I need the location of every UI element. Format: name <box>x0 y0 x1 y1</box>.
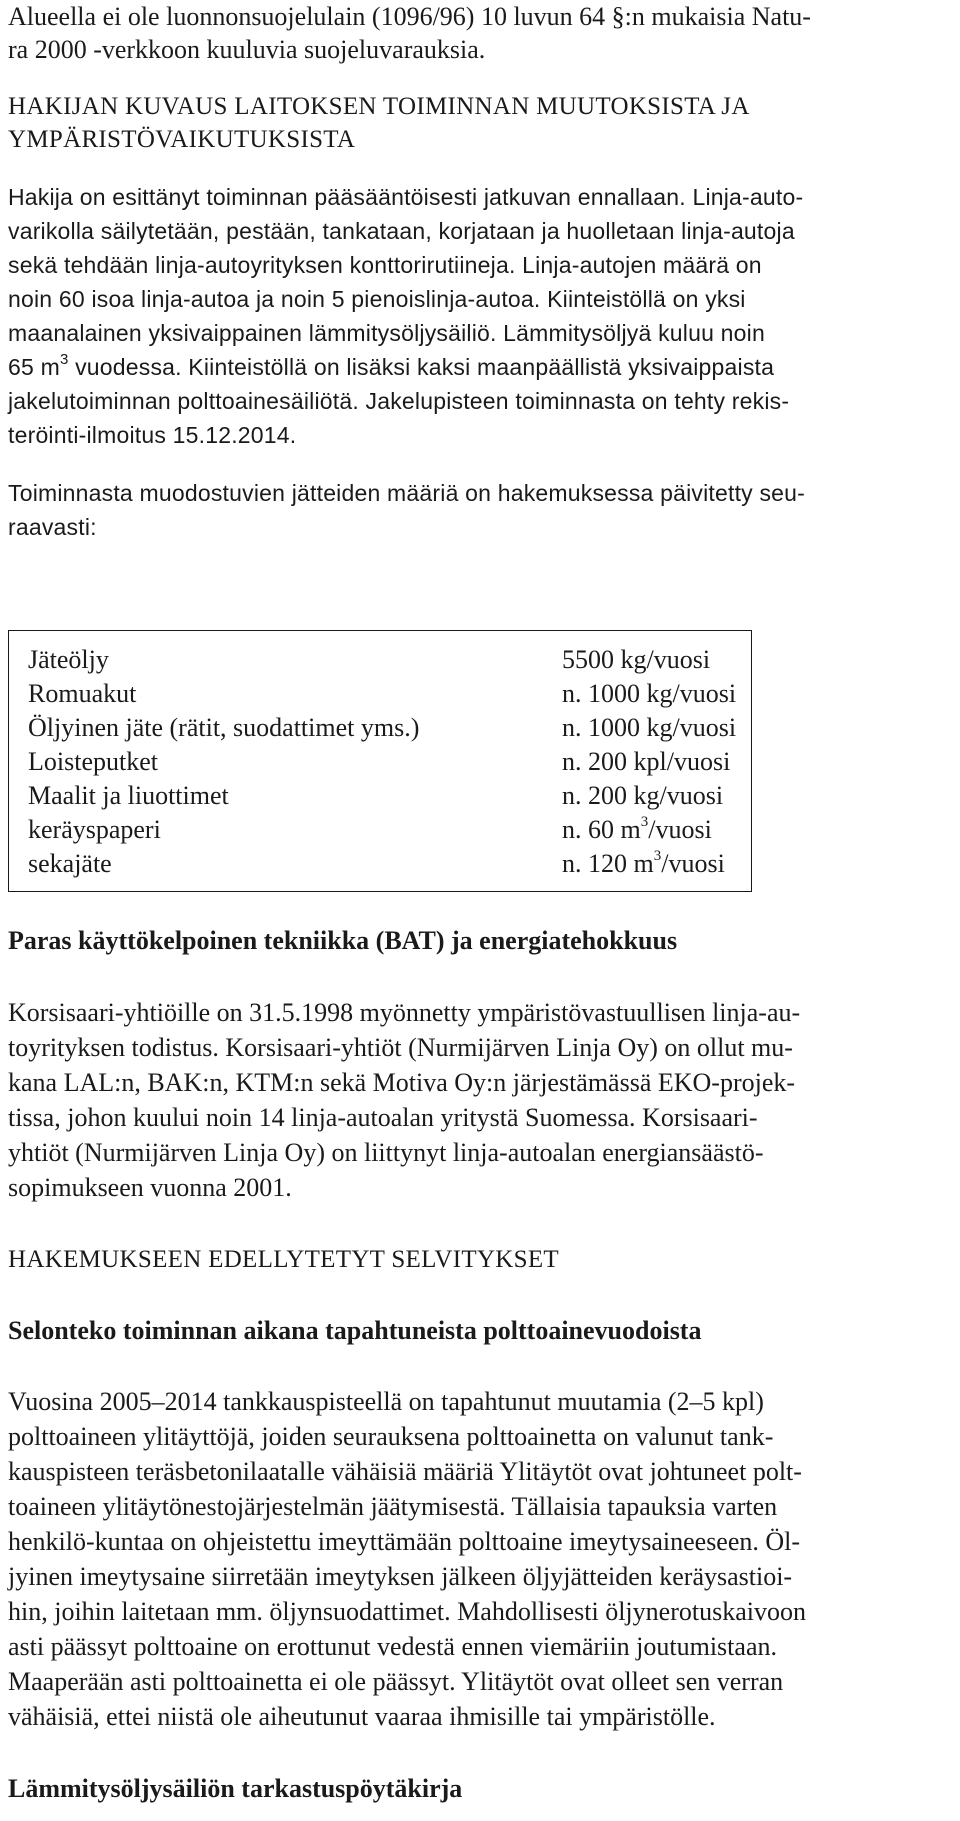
table-cell-label: keräyspaperi <box>28 815 161 844</box>
table-cell-value: n. 1000 kg/vuosi <box>562 713 737 742</box>
waste-table <box>8 630 752 892</box>
paragraph-line: noin 60 isoa linja-autoa ja noin 5 pienoislinja-autoa. Kiinteistöllä on yksi <box>8 286 746 312</box>
table-cell-label: Romuakut <box>28 679 137 708</box>
table-cell-label: sekajäte <box>28 849 112 878</box>
table-cell-value: 5500 kg/vuosi <box>562 645 711 674</box>
table-cell-value <box>562 847 725 881</box>
text-fragment: 65 m <box>8 354 60 380</box>
paragraph-line: jakelutoiminnan polttoainesäiliötä. Jakelupisteen toiminnasta on tehty rekis- <box>8 388 790 414</box>
superscript: 3 <box>653 848 662 865</box>
text-fragment: /vuosi <box>661 849 725 878</box>
paragraph-line: kana LAL:n, BAK:n, KTM:n sekä Motiva Oy:n järjestämässä EKO-projek- <box>8 1068 796 1097</box>
paragraph-line: polttoaineen ylitäyttöjä, joiden seurauksena polttoainetta on valunut tank- <box>8 1422 774 1451</box>
paragraph-line: henkilö-kuntaa on ohjeistettu imeyttämään polttoaine imeytysaineeseen. Öl- <box>8 1527 801 1556</box>
text-fragment: n. 120 m <box>562 849 654 878</box>
text-fragment: vuodessa. Kiinteistöllä on lisäksi kaksi maanpäällistä yksivaippaista <box>68 354 775 380</box>
text-fragment: n. 60 m <box>562 815 641 844</box>
paragraph-line: vähäisiä, ettei niistä ole aiheutunut vaaraa ihmisille tai ympäristölle. <box>8 1702 716 1731</box>
table-cell-value: n. 200 kg/vuosi <box>562 781 724 810</box>
paragraph-line: maanalainen yksivaippainen lämmitysöljysäiliö. Lämmitysöljyä kuluu noin <box>8 320 765 346</box>
paragraph-line-with-superscript <box>8 350 774 384</box>
section-heading-applicant-line-2: YMPÄRISTÖVAIKUTUKSISTA <box>8 126 356 153</box>
paragraph-line: varikolla säilytetään, pestään, tankataan, korjataan ja huolletaan linja-autoja <box>8 218 795 244</box>
table-cell-value: n. 200 kpl/vuosi <box>562 747 731 776</box>
waste-intro-line-2: raavasti: <box>8 514 97 540</box>
paragraph-line: toyrityksen todistus. Korsisaari-yhtiöt (Nurmijärven Linja Oy) on ollut mu- <box>8 1033 793 1062</box>
table-cell-value: n. 1000 kg/vuosi <box>562 679 737 708</box>
paragraph-line: asti päässyt polttoaine on erottunut vedestä ennen viemäriin joutumistaan. <box>8 1632 777 1661</box>
paragraph-line: tissa, johon kuului noin 14 linja-autoalan yritystä Suomessa. Korsisaari- <box>8 1103 758 1132</box>
section-heading-required-reports: HAKEMUKSEEN EDELLYTETYT SELVITYKSET <box>8 1246 560 1273</box>
waste-intro-line-1: Toiminnasta muodostuvien jätteiden määriä on hakemuksessa päivitetty seu- <box>8 480 806 506</box>
paragraph-line: Maaperään asti polttoainetta ei ole päässyt. Ylitäytöt ovat olleet sen verran <box>8 1667 784 1696</box>
paragraph-line: yhtiöt (Nurmijärven Linja Oy) on liittynyt linja-autoalan energiansäästö- <box>8 1138 764 1167</box>
section-heading-bat: Paras käyttökelpoinen tekniikka (BAT) ja energiatehokkuus <box>8 926 678 955</box>
paragraph-line: sopimukseen vuonna 2001. <box>8 1173 292 1202</box>
table-cell-label: Jäteöljy <box>28 645 109 674</box>
table-cell-label: Maalit ja liuottimet <box>28 781 229 810</box>
paragraph-line: teröinti-ilmoitus 15.12.2014. <box>8 422 297 448</box>
paragraph-line: jyinen imeytysaine siirretään imeytyksen jälkeen öljyjätteiden keräysastioi- <box>8 1562 793 1591</box>
paragraph-line: Vuosina 2005–2014 tankkauspisteellä on tapahtunut muutamia (2–5 kpl) <box>8 1387 764 1416</box>
paragraph-line: sekä tehdään linja-autoyrityksen konttorirutiineja. Linja-autojen määrä on <box>8 252 762 278</box>
paragraph-line: toaineen ylitäytönestojärjestelmän jäätymisestä. Tällaisia tapauksia varten <box>8 1492 778 1521</box>
superscript: 3 <box>640 814 649 831</box>
table-cell-label: Loisteputket <box>28 747 158 776</box>
section-heading-applicant-line-1: HAKIJAN KUVAUS LAITOKSEN TOIMINNAN MUUTOKSISTA JA <box>8 93 750 120</box>
section-heading-oil-tank-inspection: Lämmitysöljysäiliön tarkastuspöytäkirja <box>8 1774 463 1803</box>
intro-line-2: ra 2000 -verkkoon kuuluvia suojeluvarauksia. <box>8 35 486 64</box>
paragraph-line: hin, joihin laitetaan mm. öljynsuodattimet. Mahdollisesti öljynerotuskaivoon <box>8 1597 806 1626</box>
paragraph-line: Hakija on esittänyt toiminnan pääsääntöisesti jatkuvan ennallaan. Linja-auto- <box>8 184 804 210</box>
paragraph-line: Korsisaari-yhtiöille on 31.5.1998 myönnetty ympäristövastuullisen linja-au- <box>8 998 801 1027</box>
table-cell-value <box>562 813 712 847</box>
subheading-fuel-leaks: Selonteko toiminnan aikana tapahtuneista polttoainevuodoista <box>8 1316 702 1345</box>
text-fragment: /vuosi <box>648 815 712 844</box>
paragraph-line: kauspisteen teräsbetonilaatalle vähäisiä määriä Ylitäytöt ovat johtuneet polt- <box>8 1457 802 1486</box>
table-cell-label: Öljyinen jäte (rätit, suodattimet yms.) <box>28 713 420 742</box>
intro-line-1: Alueella ei ole luonnonsuojelulain (1096/96) 10 luvun 64 §:n mukaisia Natu- <box>8 2 811 31</box>
superscript: 3 <box>59 351 69 369</box>
